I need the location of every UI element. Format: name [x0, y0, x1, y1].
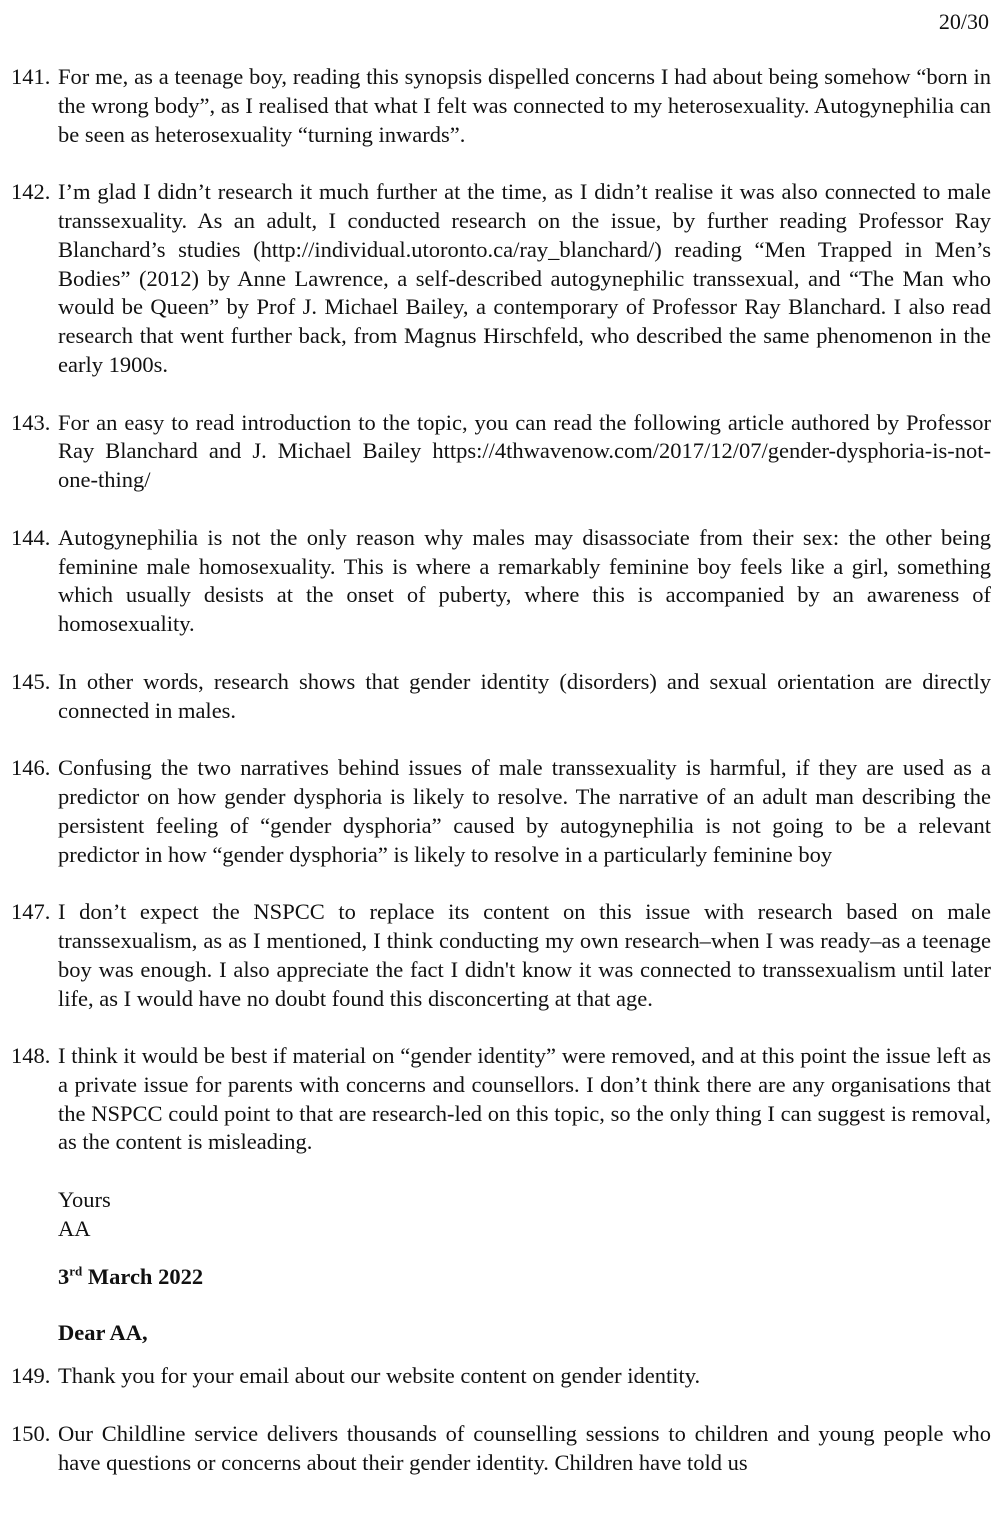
- paragraph-number: 143.: [11, 409, 51, 435]
- paragraph-148: [0, 1042, 1003, 1157]
- paragraph-141: [0, 63, 1003, 149]
- document-body: [0, 63, 1003, 1506]
- paragraph-number: 141.: [11, 64, 51, 89]
- paragraph-142: [0, 178, 1003, 380]
- paragraph-146: [0, 754, 1003, 869]
- paragraph-text: I’m glad I didn’t research it much further at the time, as I didn’t realise it was also connected to male transsexuality. As an adult, I conducted research on the issue, by further reading Professor Ray Blanchard’s studies (http://individual.utoronto.ca/ray_blanchard/) reading “Men Trapped in Men’s Bodies” (2012) by Anne Lawrence, a self-described autogynephilic transsexual, and “The Man who would be Queen” by Prof J. Michael Bailey, a contemporary of Professor Ray Blanchard. I also read research that went further back, from Magnus Hirschfeld, who described the same phenomenon in the early 1900s.: [58, 179, 991, 377]
- letter-date: [0, 1263, 1003, 1292]
- closing-yours: Yours: [58, 1187, 111, 1213]
- paragraph-text: Thank you for your email about our website content on gender identity.: [58, 1363, 701, 1389]
- page-number: 20/30: [938, 9, 989, 34]
- paragraph-number: 144.: [11, 524, 51, 550]
- paragraph-number: 148.: [11, 1043, 51, 1069]
- paragraph-text: Confusing the two narratives behind issues of male transsexuality is harmful, if they are used as a predictor on how gender dysphoria is likely to resolve. The narrative of an adult man describing the persistent feeling of “gender dysphoria” caused by autogynephilia is not going to be a relevant predictor in how “gender dysphoria” is likely to resolve in a particularly feminine boy: [58, 755, 991, 867]
- paragraph-number: 147.: [11, 899, 51, 925]
- date-rest: March 2022: [82, 1263, 204, 1289]
- paragraph-150: [0, 1420, 1003, 1478]
- paragraph-number: 146.: [11, 755, 51, 781]
- salutation: Dear AA,: [58, 1320, 148, 1346]
- paragraph-text: I don’t expect the NSPCC to replace its content on this issue with research based on male transsexualism, as as I mentioned, I think conducting my own research–when I was ready–as a teenage boy was enough. I also appreciate the fact I didn't know it was connected to transsexualism until later life, as I would have no doubt found this disconcerting at that age.: [58, 899, 991, 1011]
- paragraph-text: In other words, research shows that gender identity (disorders) and sexual orientation are directly connected in males.: [58, 668, 991, 723]
- paragraph-149: [0, 1362, 1003, 1391]
- paragraph-144: [0, 524, 1003, 639]
- date-suffix: rd: [69, 1263, 83, 1279]
- paragraph-text: I think it would be best if material on “gender identity” were removed, and at this point the issue left as a private issue for parents with concerns and counsellors. I don’t think there are any organisations that the NSPCC could point to that are research-led on this topic, so the only thing I can suggest is removal, as the content is misleading.: [58, 1043, 991, 1155]
- closing-signature: AA: [58, 1215, 91, 1241]
- paragraph-text: For me, as a teenage boy, reading this synopsis dispelled concerns I had about being somehow “born in the wrong body”, as I realised that what I felt was connected to my heterosexuality. Autogynephilia can be seen as heterosexuality “turning inwards”.: [58, 64, 991, 147]
- paragraph-text: Autogynephilia is not the only reason why males may disassociate from their sex: the other being feminine male homosexuality. This is where a remarkably feminine boy feels like a girl, something which usually desists at the onset of puberty, where this is accompanied by an awareness of homosexuality.: [58, 524, 991, 637]
- paragraph-number: 145.: [11, 668, 51, 694]
- paragraph-text: For an easy to read introduction to the topic, you can read the following article authored by Professor Ray Blanchard and J. Michael Bailey https://4thwavenow.com/2017/12/07/gender-dysphoria-is-not-one-thing/: [58, 409, 991, 493]
- date-day: 3: [58, 1263, 70, 1289]
- paragraph-143: [0, 409, 1003, 495]
- paragraph-147: [0, 898, 1003, 1013]
- paragraph-number: 150.: [11, 1420, 51, 1446]
- paragraph-text: Our Childline service delivers thousands of counselling sessions to children and young people who have questions or concerns about their gender identity. Children have told us: [58, 1420, 991, 1475]
- paragraph-number: 142.: [11, 179, 51, 205]
- paragraph-number: 149.: [11, 1363, 51, 1389]
- paragraph-145: [0, 668, 1003, 726]
